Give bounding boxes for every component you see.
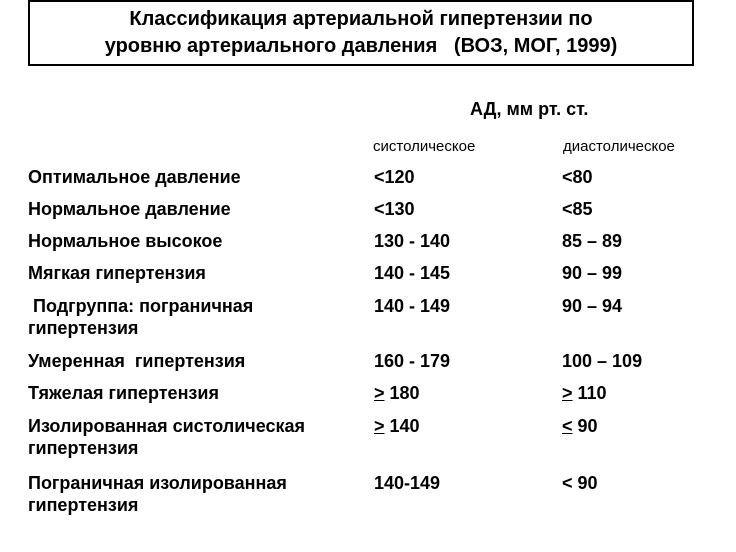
systolic-value [374,415,420,437]
diastolic-value: 85 – 89 [562,231,623,251]
title-line-2: уровню артериального давления (ВОЗ, МОГ, 1999) [104,35,618,57]
systolic-symbol: > [374,416,385,436]
diastolic-value: <80 [562,167,593,187]
diastolic-value: < 90 [562,473,598,493]
diastolic-value [562,382,607,404]
systolic-symbol: > [374,383,385,403]
category-name: Подгруппа: пограничная гипертензия [28,296,259,338]
pressure-header: АД, мм рт. ст. [470,99,589,119]
systolic-value: 140 - 149 [374,296,451,316]
systolic-header: систолическое [373,138,476,155]
diastolic-symbol: > [562,383,573,403]
category-name: Нормальное давление [28,199,231,219]
title-box [28,0,694,66]
systolic-value: <120 [374,167,415,187]
systolic-value: <130 [374,199,415,219]
systolic-value: 140-149 [374,473,441,493]
diastolic-value [562,415,598,437]
systolic-value: 130 - 140 [374,231,451,251]
diastolic-number: 90 [572,416,598,436]
diastolic-value: 90 – 94 [562,296,623,316]
systolic-value: 140 - 145 [374,263,451,283]
diastolic-value: 90 – 99 [562,263,623,283]
diastolic-header: диастолическое [563,138,675,155]
diastolic-number: 110 [572,383,607,403]
diastolic-symbol: < [562,416,573,436]
diastolic-value: 100 – 109 [562,351,643,371]
category-name: Тяжелая гипертензия [28,383,219,403]
title-line-1: Классификация артериальной гипертензии по [129,8,593,30]
category-name: Пограничная изолированная гипертензия [28,473,287,515]
systolic-value: 160 - 179 [374,351,451,371]
systolic-number: 180 [384,383,420,403]
category-name: Изолированная систолическая гипертензия [28,416,306,458]
systolic-value [374,382,420,404]
category-name: Оптимальное давление [28,167,241,187]
diastolic-value: <85 [562,199,593,219]
category-name: Нормальное высокое [28,231,223,251]
systolic-number: 140 [384,416,420,436]
category-name: Умеренная гипертензия [28,351,246,371]
category-name: Мягкая гипертензия [28,263,206,283]
